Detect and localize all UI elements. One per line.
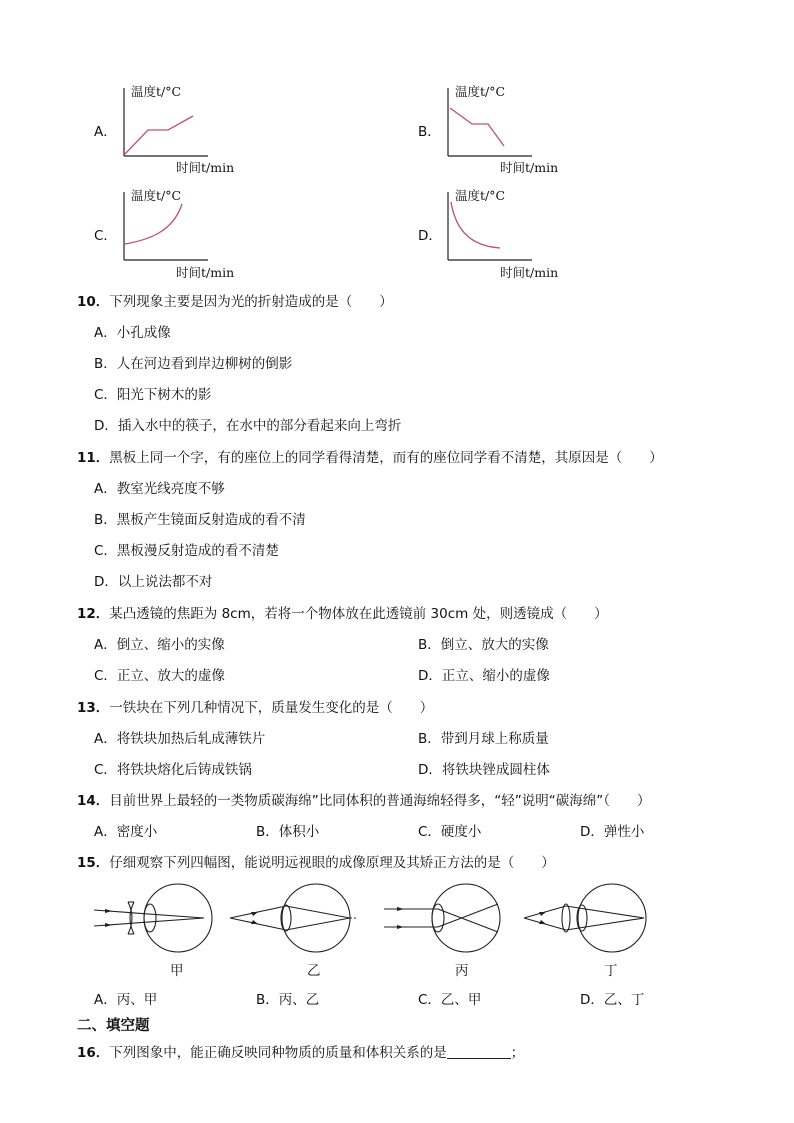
option: B．体积小 bbox=[256, 824, 320, 840]
question-stem: 下列现象主要是因为光的折射造成的是（ ） bbox=[109, 294, 393, 310]
eye-diagram-yi bbox=[228, 880, 358, 958]
y-axis-label: 温度t/°C bbox=[131, 84, 182, 99]
option: D．乙、丁 bbox=[580, 992, 645, 1008]
question-stem: 目前世界上最轻的一类物质碳海绵”比同体积的普通海绵轻得多，“轻”说明“碳海绵”（ ） bbox=[109, 793, 651, 809]
question-number: 12． bbox=[77, 606, 110, 622]
option: C．正立、放大的虚像 bbox=[94, 668, 225, 684]
y-axis-label: 温度t/°C bbox=[455, 84, 506, 99]
option: B．倒立、放大的实像 bbox=[418, 637, 549, 653]
option: B．人在河边看到岸边柳树的倒影 bbox=[94, 356, 293, 372]
graph-option-label: B． bbox=[418, 124, 441, 140]
x-axis-label: 时间t/min bbox=[500, 265, 559, 280]
x-axis-label: 时间t/min bbox=[500, 160, 559, 175]
option: A．密度小 bbox=[94, 824, 158, 840]
question-stem: 下列图象中，能正确反映同种物质的质量和体积关系的是 bbox=[109, 1045, 447, 1061]
question-number: 15． bbox=[77, 855, 110, 871]
graph-option-label: D． bbox=[418, 228, 442, 244]
option: A．倒立、缩小的实像 bbox=[94, 637, 225, 653]
option: C．乙、甲 bbox=[418, 992, 482, 1008]
option: C．硬度小 bbox=[418, 824, 482, 840]
option: C．黑板漫反射造成的看不清楚 bbox=[94, 543, 279, 559]
y-axis-label: 温度t/°C bbox=[131, 188, 182, 203]
question-number: 11． bbox=[77, 450, 110, 466]
eye-diagram-jia bbox=[92, 880, 216, 958]
option: B．带到月球上称质量 bbox=[418, 731, 549, 747]
option: D．将铁块锉成圆柱体 bbox=[418, 762, 550, 778]
question-12 bbox=[77, 602, 608, 622]
graph-option-label: A． bbox=[94, 124, 117, 140]
x-axis-label: 时间t/min bbox=[176, 265, 235, 280]
question-13 bbox=[77, 696, 433, 716]
question-number: 14． bbox=[77, 793, 110, 809]
section-title: 二、填空题 bbox=[77, 1018, 150, 1034]
option: A．丙、甲 bbox=[94, 992, 158, 1008]
curve-d bbox=[451, 202, 500, 248]
option: D．以上说法都不对 bbox=[94, 574, 213, 590]
option: D．正立、缩小的虚像 bbox=[418, 668, 550, 684]
option: D．弹性小 bbox=[580, 824, 645, 840]
question-tail: ； bbox=[510, 1045, 525, 1061]
curve-b bbox=[450, 108, 504, 146]
option: A．小孔成像 bbox=[94, 325, 171, 341]
diagram-caption: 甲 bbox=[170, 963, 184, 979]
question-number: 13． bbox=[77, 700, 110, 716]
question-stem: 某凸透镜的焦距为 8cm，若将一个物体放在此透镜前 30cm 处，则透镜成（ ） bbox=[109, 606, 608, 622]
question-15 bbox=[77, 851, 555, 871]
y-axis-label: 温度t/°C bbox=[455, 188, 506, 203]
question-16 bbox=[77, 1041, 524, 1061]
option: A．将铁块加热后轧成薄铁片 bbox=[94, 731, 266, 747]
eye-diagram-ding bbox=[522, 880, 652, 958]
option: C．将铁块熔化后铸成铁锅 bbox=[94, 762, 252, 778]
curve-a bbox=[125, 116, 193, 154]
option: B．黑板产生镜面反射造成的看不清 bbox=[94, 512, 306, 528]
eye-diagram-bing bbox=[382, 880, 506, 958]
diagram-caption: 丁 bbox=[604, 963, 618, 979]
question-10 bbox=[77, 290, 393, 310]
question-stem: 黑板上同一个字，有的座位上的同学看得清楚，而有的座位同学看不清楚，其原因是（ ） bbox=[109, 450, 663, 466]
question-number: 10． bbox=[77, 294, 110, 310]
answer-blank[interactable] bbox=[447, 1044, 511, 1059]
option: B．丙、乙 bbox=[256, 992, 320, 1008]
diagram-caption: 丙 bbox=[455, 963, 469, 979]
diagram-caption: 乙 bbox=[307, 963, 321, 979]
question-14 bbox=[77, 789, 651, 809]
x-axis-label: 时间t/min bbox=[176, 160, 235, 175]
curve-c bbox=[125, 204, 182, 244]
question-stem: 仔细观察下列四幅图，能说明远视眼的成像原理及其矫正方法的是（ ） bbox=[109, 855, 555, 871]
option: C．阳光下树木的影 bbox=[94, 387, 212, 403]
option: D．插入水中的筷子，在水中的部分看起来向上弯折 bbox=[94, 418, 402, 434]
graph-option-label: C． bbox=[94, 228, 117, 244]
option: A．教室光线亮度不够 bbox=[94, 481, 225, 497]
question-stem: 一铁块在下列几种情况下，质量发生变化的是（ ） bbox=[109, 700, 434, 716]
question-number: 16． bbox=[77, 1045, 110, 1061]
question-11 bbox=[77, 446, 663, 466]
